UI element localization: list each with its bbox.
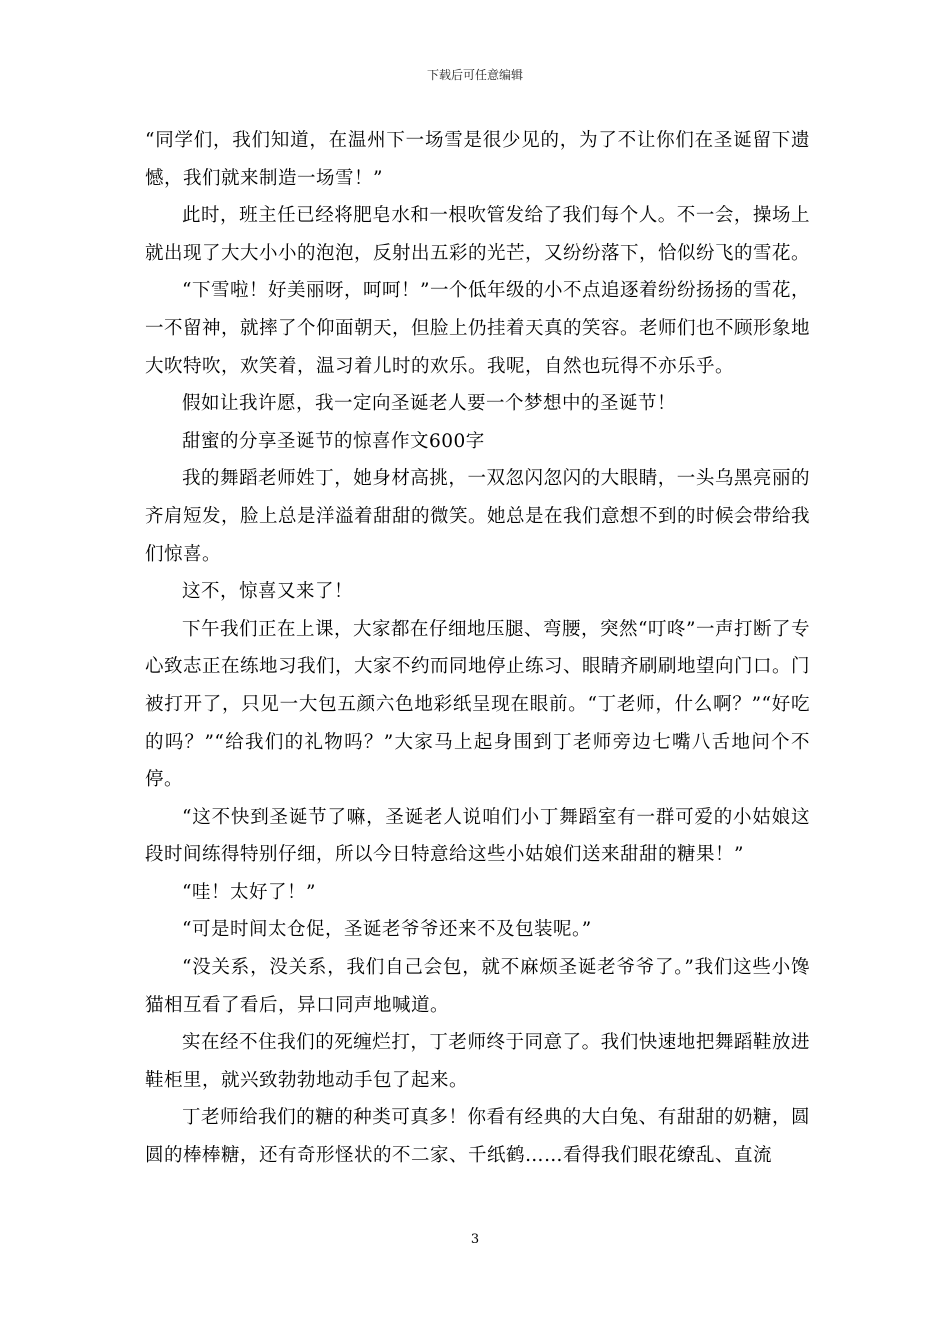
paragraph: “没关系，没关系，我们自己会包，就不麻烦圣诞老爷爷了。”我们这些小馋猫相互看了看后，异口同声地喊道。 — [145, 957, 810, 1016]
paragraph: 实在经不住我们的死缠烂打，丁老师终于同意了。我们快速地把舞蹈鞋放进鞋柜里，就兴致勃勃地动手包了起来。 — [145, 1032, 810, 1091]
paragraph: “哇！太好了！” — [182, 881, 316, 903]
page-number: 3 — [470, 1232, 480, 1247]
document-body — [145, 122, 810, 1175]
page-header: 下载后可任意编辑 — [426, 68, 523, 82]
paragraph: 丁老师给我们的糖的种类可真多！你看有经典的大白兔、有甜甜的奶糖，圆圆的棒棒糖，还有奇形怪状的不二家、千纸鹤……看得我们眼花缭乱、直流 — [145, 1107, 810, 1167]
paragraph: 这不，惊喜又来了！ — [182, 581, 354, 603]
paragraph: “下雪啦！好美丽呀，呵呵！”一个低年级的小不点追逐着纷纷扬扬的雪花，一不留神，就摔了个仰面朝天，但脸上仍挂着天真的笑容。老师们也不顾形象地大吹特吹，欢笑着，温习着儿时的欢乐。我呢，自然也玩得不亦乐乎。 — [145, 280, 811, 377]
paragraph: 此时，班主任已经将肥皂水和一根吹管发给了我们每个人。不一会，操场上就出现了大大小小的泡泡，反射出五彩的光芒，又纷纷落下，恰似纷飞的雪花。 — [145, 205, 811, 264]
paragraph: “这不快到圣诞节了嘛，圣诞老人说咱们小丁舞蹈室有一群可爱的小姑娘这段时间练得特别仔细，所以今日特意给这些小姑娘们送来甜甜的糖果！” — [145, 806, 810, 866]
paragraph: 我的舞蹈老师姓丁，她身材高挑，一双忽闪忽闪的大眼睛，一头乌黑亮丽的齐肩短发，脸上总是洋溢着甜甜的微笑。她总是在我们意想不到的时候会带给我们惊喜。 — [145, 468, 811, 565]
paragraph: “可是时间太仓促，圣诞老爷爷还来不及包装呢。” — [182, 919, 592, 941]
essay-title: 甜蜜的分享圣诞节的惊喜作文600字 — [182, 430, 485, 452]
paragraph: “同学们，我们知道，在温州下一场雪是很少见的，为了不让你们在圣诞留下遗憾，我们就来制造一场雪！” — [145, 130, 810, 189]
paragraph: 假如让我许愿，我一定向圣诞老人要一个梦想中的圣诞节！ — [182, 393, 677, 415]
paragraph: 下午我们正在上课，大家都在仔细地压腿、弯腰，突然“叮咚”一声打断了专心致志正在练地习我们，大家不约而同地停止练习、眼睛齐刷刷地望向门口。门被打开了，只见一大包五颜六色地彩纸呈现在眼前。“丁老师，什么啊？”“好吃的吗？”“给我们的礼物吗？”大家马上起身围到丁老师旁边七嘴八舌地问个不停。 — [145, 618, 811, 791]
